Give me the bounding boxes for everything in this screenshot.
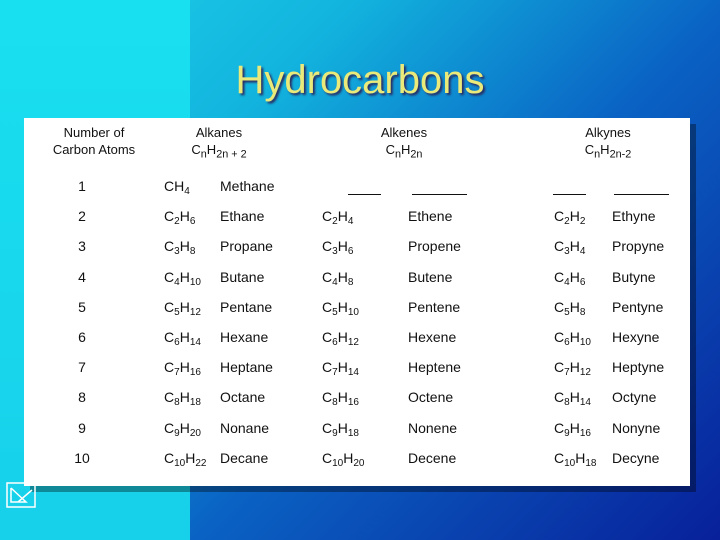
alkane-name-cell: Butane [220, 268, 265, 285]
alkyne-name-cell: Octyne [612, 389, 657, 406]
alkane-name-cell: Octane [220, 389, 266, 406]
carbon-count-cell: 9 [78, 419, 86, 436]
alkane-formula-cell: $C_8H_{18}$ [164, 389, 201, 409]
header-carbon-count-label: Number of Carbon Atoms [52, 125, 136, 157]
alkane-name-cell: Hexane [220, 329, 269, 345]
alkene-name-cell: Butene [408, 268, 453, 285]
alkane-name-cell: Decane [220, 449, 269, 466]
alkyne-name-blank [614, 194, 669, 195]
alkene-formula-cell: $C_3H_6$ [322, 238, 354, 258]
alkyne-name-cell: Nonyne [612, 419, 661, 436]
alkane-name-cell: Ethane [220, 208, 265, 225]
alkane-name-cell: Pentane [220, 298, 273, 315]
alkyne-formula-cell: $C_5H_8$ [554, 298, 586, 318]
header-alkynes [548, 124, 668, 164]
alkyne-formula-cell: $C_9H_{16}$ [554, 419, 591, 439]
alkane-name-cell: Methane [220, 178, 275, 194]
header-alkenes-label: Alkenes [380, 125, 428, 140]
alkyne-name-cell: Hexyne [612, 329, 660, 345]
alkane-formula-cell: $C_{10}H_{22}$ [164, 449, 207, 469]
carbon-count-cell: 1 [78, 178, 86, 194]
alkane-formula-cell: $C_4H_{10}$ [164, 268, 201, 288]
alkene-name-cell: Pentene [408, 298, 461, 315]
alkene-formula-cell: $C_8H_{16}$ [322, 389, 359, 409]
alkyne-name-cell: Butyne [612, 268, 656, 285]
header-carbon-count [24, 124, 164, 158]
header-alkanes [164, 124, 274, 164]
alkene-name-blank [412, 194, 467, 195]
carbon-count-cell: 6 [78, 329, 86, 345]
alkene-formula-cell: $C_6H_{12}$ [322, 329, 359, 348]
carbon-count-cell: 7 [78, 359, 86, 376]
alkene-name-cell: Octene [408, 389, 454, 406]
alkyne-formula-cell: $C_8H_{14}$ [554, 389, 591, 409]
header-alkenes-formula: $C_nH_{2n}$ [385, 142, 423, 161]
alkyne-formula-cell: $C_3H_4$ [554, 238, 586, 258]
alkyne-formula-cell: $C_6H_{10}$ [554, 329, 591, 348]
alkene-name-cell: Decene [408, 449, 457, 466]
alkene-formula-cell: $C_5H_{10}$ [322, 298, 359, 318]
alkane-formula-cell: $C_2H_6$ [164, 208, 196, 228]
alkene-name-cell: Hexene [408, 329, 457, 345]
alkyne-formula-cell: $C_{10}H_{18}$ [554, 449, 597, 469]
alkyne-name-cell: Decyne [612, 449, 660, 466]
alkane-formula-cell: $C_3H_8$ [164, 238, 196, 258]
alkene-name-cell: Nonene [408, 419, 458, 436]
alkene-name-cell: Ethene [408, 208, 453, 225]
alkyne-formula-cell: $C_4H_6$ [554, 268, 586, 288]
carbon-count-cell: 8 [78, 389, 86, 406]
alkane-formula-cell: $CH_4$ [164, 178, 190, 197]
carbon-count-cell: 10 [74, 449, 90, 466]
alkyne-formula-blank [553, 194, 586, 195]
alkane-formula-cell: $C_7H_{16}$ [164, 359, 201, 379]
header-alkenes [344, 124, 464, 164]
alkene-formula-cell: $C_{10}H_{20}$ [322, 449, 365, 469]
alkyne-name-cell: Pentyne [612, 298, 664, 315]
alkyne-formula-cell: $C_2H_2$ [554, 208, 586, 228]
header-alkanes-formula: $C_nH_{2n + 2}$ [191, 142, 247, 161]
header-alkanes-label: Alkanes [195, 125, 243, 140]
alkane-name-cell: Nonane [220, 419, 270, 436]
page-title: Hydrocarbons [235, 58, 485, 102]
alkyne-formula-cell: $C_7H_{12}$ [554, 359, 591, 379]
carbon-count-cell: 2 [78, 208, 86, 225]
alkane-formula-cell: $C_6H_{14}$ [164, 329, 201, 348]
header-alkynes-label: Alkynes [585, 125, 631, 140]
alkane-formula-cell: $C_9H_{20}$ [164, 419, 201, 439]
alkyne-name-cell: Heptyne [612, 359, 665, 376]
alkyne-name-cell: Propyne [612, 238, 665, 255]
carbon-count-cell: 3 [78, 238, 86, 255]
table-panel [24, 118, 690, 486]
alkene-name-cell: Propene [408, 238, 461, 255]
alkene-formula-blank [348, 194, 381, 195]
alkene-formula-cell: $C_9H_{18}$ [322, 419, 359, 439]
carbon-count-cell: 5 [78, 298, 86, 315]
header-alkynes-formula: $C_nH_{2n-2}$ [584, 142, 632, 161]
alkyne-name-cell: Ethyne [612, 208, 656, 225]
alkane-formula-cell: $C_5H_{12}$ [164, 298, 201, 318]
alkene-name-cell: Heptene [408, 359, 461, 376]
slide-corner-icon [6, 482, 36, 508]
alkene-formula-cell: $C_2H_4$ [322, 208, 354, 228]
alkane-name-cell: Heptane [220, 359, 273, 376]
carbon-count-cell: 4 [78, 268, 86, 285]
alkane-name-cell: Propane [220, 238, 273, 255]
alkene-formula-cell: $C_7H_{14}$ [322, 359, 359, 379]
alkene-formula-cell: $C_4H_8$ [322, 268, 354, 288]
